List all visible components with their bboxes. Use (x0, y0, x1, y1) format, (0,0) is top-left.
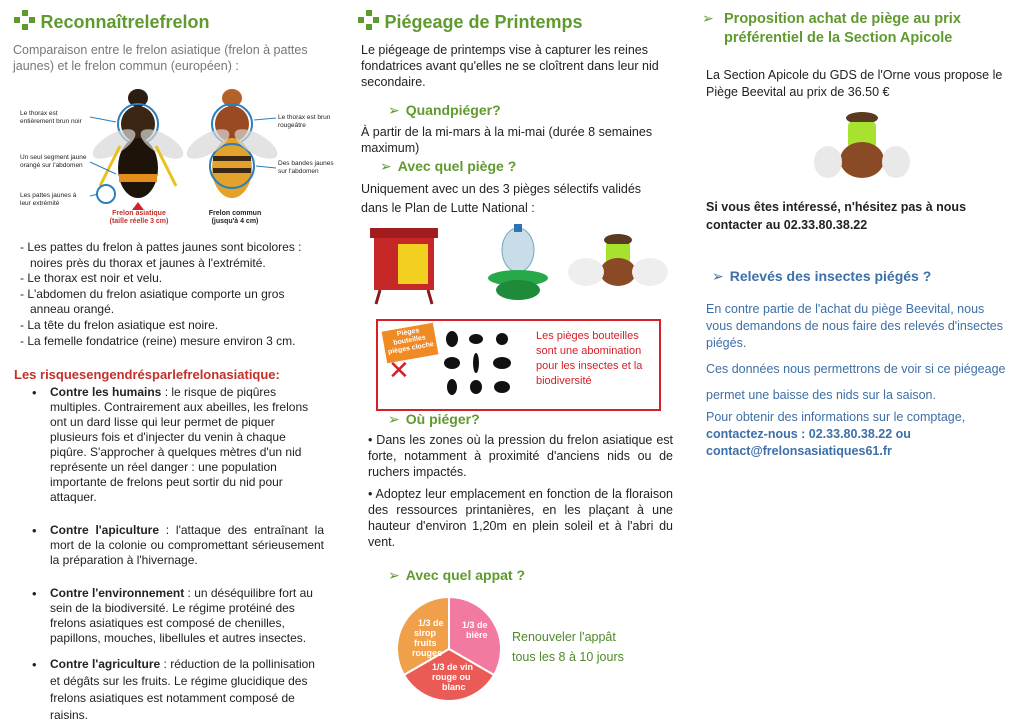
risk-humans: • Contre les humains : le risque de piqûres multiples. Contrairement aux abeilles, les frelons ont un dard lisse qui leur permet de piquer plusieurs fois et d'injecter du venin à chaque piqûre. S'approcher à quelques mètres d'un nid représente un réel danger : une population importante de frelons peut sortir du nid pour attaquer. (14, 385, 324, 505)
european-hornet-image (182, 89, 282, 198)
column-hornet-identification (10, 0, 332, 724)
bait-renewal-note: Renouveler l'appât tous les 8 à 10 jours (512, 630, 624, 664)
offer-header: ➢ Proposition achat de piège au prix préférentiel de la Section Apicole (702, 10, 961, 46)
caption-common-hornet: Frelon commun (jusqu'à 4 cm) (208, 210, 262, 225)
pie-label-beer: 1/3 de bière (462, 620, 488, 640)
survey-text: En contre partie de l'achat du piège Beevital, nous vous demandons de nous faire des relevés d'insectes piégés. Ces données nous permettrons de voir si ce piégeage permet une baisse des nids sur la saison. Pour obtenir des informations sur le comptage, contactez-nous : 02.33.80.38.22 ou contact@frelonsasiatiques61.fr (706, 301, 1011, 460)
risk-agriculture: • Contre l'agriculture : réduction de la pollinisation et dégâts sur les fruits. Le régime glucidique des frelons asiatiques est notamment composé de raisins. (14, 656, 324, 724)
asian-hornet-image (88, 89, 188, 210)
section-header-recognize (14, 10, 210, 33)
figure-label-segment: Un seul segment jaune orangé sur l'abdomen (20, 154, 87, 169)
subheader-where: ➢ Où piéger? (388, 411, 480, 427)
bottle-trap-warning-text: Les pièges bouteilles sont une abomination pour les insectes et la biodiversité (536, 330, 643, 387)
column-spring-trapping (358, 0, 678, 724)
identification-features: - Les pattes du frelon à pattes jaunes sont bicolores : noires près du thorax et jaunes à l'extrémité. - Le thorax est noir et velu. - L'abdomen du frelon asiatique comporte un gros anneau orangé. - La tête du frelon asiatique est noire. - La femelle fondatrice (reine) mesure environ 3 cm. (20, 240, 302, 348)
figure-label-legs: Les pattes jaunes à leur extrémité (20, 192, 77, 207)
bottle-trap-badge: Pièges bouteilles pièges cloche (382, 323, 439, 364)
pie-label-syrup: 1/3 de sirop fruits rouges (412, 618, 444, 658)
where-item: • Adoptez leur emplacement en fonction de la floraison des ressources printanières, en les plaçant à une hauteur d'environ 1,20m en plein soleil et à l'abri du vent. (368, 487, 673, 549)
intro-text: Le piégeage de printemps vise à capturer les reines fondatrices avant qu'elles ne se cloîtrent dans leur nid secondaire. (361, 43, 659, 89)
subheader-which-trap: ➢ Avec quel piège ? (380, 158, 517, 174)
arrow-icon: ➢ (380, 158, 392, 174)
risks-title: Les risquesengendrésparlefrelonasiatique: (14, 367, 280, 382)
which-trap-text: Uniquement avec un des 3 pièges sélectifs validés dans le Plan de Lutte National : (361, 182, 642, 215)
sparkle-icon (14, 10, 36, 30)
section-header-trapping (358, 10, 583, 33)
intro-text: Comparaison entre le frelon asiatique (frelon à pattes jaunes) et le frelon commun (européen) : (13, 43, 308, 73)
where-item: • Dans les zones où la pression du frelon asiatique est forte, notamment à proximité d'anciens nids ou de ruchers impactés. (368, 433, 673, 479)
section-title: Reconnaîtrelefrelon (40, 12, 210, 32)
subheader-when: ➢ Quandpiéger? (388, 102, 501, 118)
risk-beekeeping: • Contre l'apiculture : l'attaque des entraînant la mort de la colonie ou compromettant sérieusement la préparation à l'hivernage. (14, 523, 324, 568)
forbidden-cross-icon: ✕ (388, 355, 410, 385)
when-text: À partir de la mi-mars à la mi-mai (durée 8 semaines maximum) (361, 125, 653, 155)
arrow-icon: ➢ (712, 268, 724, 284)
column-trap-offer (702, 0, 1014, 724)
selective-traps-illustration (368, 224, 668, 308)
figure-label-thorax-common: Le thorax est brun rougeâtre (278, 114, 331, 129)
risks-list (14, 385, 324, 724)
subheader-bait: ➢ Avec quel appat ? (388, 567, 526, 583)
survey-email[interactable]: contact@frelonsasiatiques61.fr (706, 444, 892, 458)
bottle-trap-warning-box (376, 319, 661, 411)
survey-phone: contactez-nous : 02.33.80.38.22 ou (706, 427, 911, 441)
hornet-comparison-figure (20, 86, 334, 232)
section-title: Piégeage de Printemps (384, 12, 583, 32)
bait-pie-chart (394, 594, 504, 704)
risk-environment: • Contre l'environnement : un déséquilibre fort au sein de la biodiversité. Le régime protéiné des frelons asiatiques est composé de chenilles, papillons, mouches, libellules et autres insectes. (14, 586, 324, 646)
figure-label-thorax-asian: Le thorax est entièrement brun noir (20, 110, 82, 125)
sparkle-icon (358, 10, 380, 30)
caption-asian-hornet: Frelon asiatique (taille réelle 3 cm) (109, 210, 169, 225)
arrow-icon: ➢ (388, 411, 400, 427)
insect-silhouettes-icon (442, 329, 522, 399)
pie-label-wine: 1/3 de vin rouge ou blanc (432, 662, 474, 692)
arrow-icon: ➢ (388, 102, 400, 118)
beevital-trap-image (568, 234, 668, 286)
bottle-funnel-trap-image (488, 224, 548, 300)
offer-text: La Section Apicole du GDS de l'Orne vous propose le Piège Beevital au prix de 36.50 € (706, 68, 1003, 99)
figure-label-bands: Des bandes jaunes sur l'abdomen (278, 160, 334, 175)
where-list (368, 432, 673, 550)
beevital-trap-photo (814, 106, 910, 198)
contact-invitation: Si vous êtes intéressé, n'hésitez pas à nous contacter au 02.33.80.38.22 (706, 200, 967, 232)
arrow-icon: ➢ (702, 10, 714, 26)
arrow-icon: ➢ (388, 567, 400, 583)
wooden-box-trap-image (370, 228, 438, 304)
survey-header: ➢ Relevés des insectes piégés ? (712, 268, 932, 284)
